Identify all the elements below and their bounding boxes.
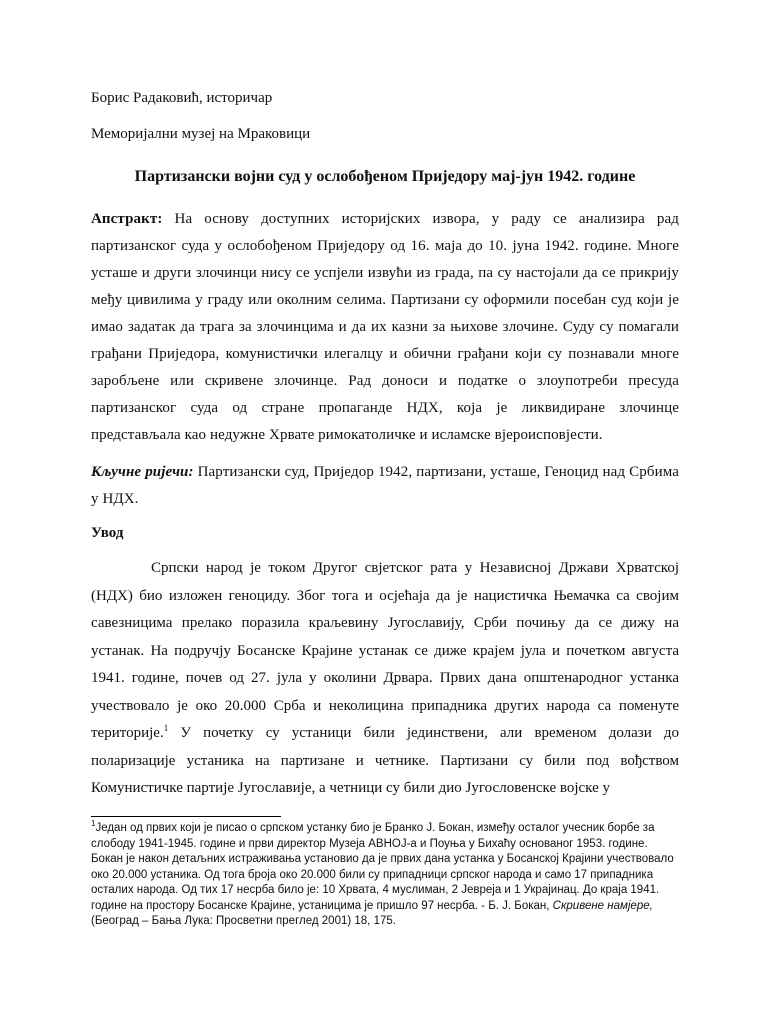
keywords-paragraph <box>91 459 679 513</box>
footnote-separator <box>91 816 281 817</box>
footnote-marker: 1 <box>91 819 96 829</box>
intro-text-part2: У почетку су устаници били јединствени, али временом долази до поларизације устаника на партизане и четнике. Партизани су били под вођством Комунистичке партије Југославије, а четници су били дио Југословенске војске у <box>91 725 679 796</box>
document-content <box>91 88 679 803</box>
keywords-label: Кључне ријечи: <box>91 464 194 480</box>
abstract-paragraph <box>91 206 679 449</box>
intro-paragraph <box>91 555 679 803</box>
abstract-label: Апстракт: <box>91 211 163 227</box>
footnote-text: Један од првих који је писао о српском устанку био је Бранко Ј. Бокан, између осталог учесник борбе за слободу 1941-1945. године и први директор Музеја АВНОЈ-а и Поуња у Бихаћу основаног 1953. године. Бокан је након детаљних истраживања установио да је првих дана устанка у Босанској Крајини учествовало око 20.000 устаника. Од тога броја око 20.000 били су припадници српског народа и само 17 припадника осталих народа. Од тих 17 несрба било је: 10 Хрвата, 4 муслиман, 2 Јевреја и 1 Украјинац. До краја 1941. године на простору Босанске Крајине, устаницима је пришло 97 несрба. - Б. Ј. Бокан, <box>91 822 674 912</box>
footnote <box>91 821 679 930</box>
footnote-citation-end: (Београд – Бања Лука: Просветни преглед 2001) 18, 175. <box>91 915 396 927</box>
intro-heading: Увод <box>91 525 124 541</box>
keywords-text: Партизански суд, Приједор 1942, партизани, усташе, Геноцид над Србима у НДХ. <box>91 464 679 507</box>
footnote-reference[interactable]: 1 <box>163 723 169 733</box>
intro-text-part1: Српски народ је током Другог свјетског рата у Независној Држави Хрватској (НДХ) био изложен геноциду. Због тога и осјећаја да је нацистичка Њемачка са својим савезницима прелако поразила краљевину Југославију, Срби почињу да се дижу на устанак. На подручју Босанске Крајине устанак се диже крајем јула и почетком августа 1941. године, почев од 27. јула у околини Дрвара. Првих дана општенародног устанка учествовало је око 20.000 Срба и неколицина припадника других народа са поменуте територије. <box>91 560 679 741</box>
paper-title: Партизански војни суд у ослобођеном Приједору мај-јун 1942. године <box>134 168 636 185</box>
author-line: Борис Радаковић, историчар <box>91 90 273 106</box>
institution-line: Меморијални музеј на Мраковици <box>91 126 311 142</box>
abstract-text: На основу доступних историјских извора, у раду се анализира рад партизанског суда у ослобођеном Приједору од 16. маја до 10. јуна 1942. године. Многе усташе и други злочинци нису се успјели извући из града, па су настојали да се прикрију међу цивилима у граду или околним селима. Партизани су оформили посебан суд који је имао задатак да трага за злочинцима и да их казни за њихове злочине. Суду су помагали грађани Приједора, комунистички илегалцу и обични грађани који су познавали многе заробљене или скривене злочинце. Рад доноси и податке о злоупотреби пресуда партизанског суда од стране пропаганде НДХ, која је ликвидиране злочинце представљала као недужне Хрвате римокатоличке и исламске вјероисповјести. <box>91 211 679 443</box>
footnote-book-title: Скривене намјере, <box>552 899 653 912</box>
